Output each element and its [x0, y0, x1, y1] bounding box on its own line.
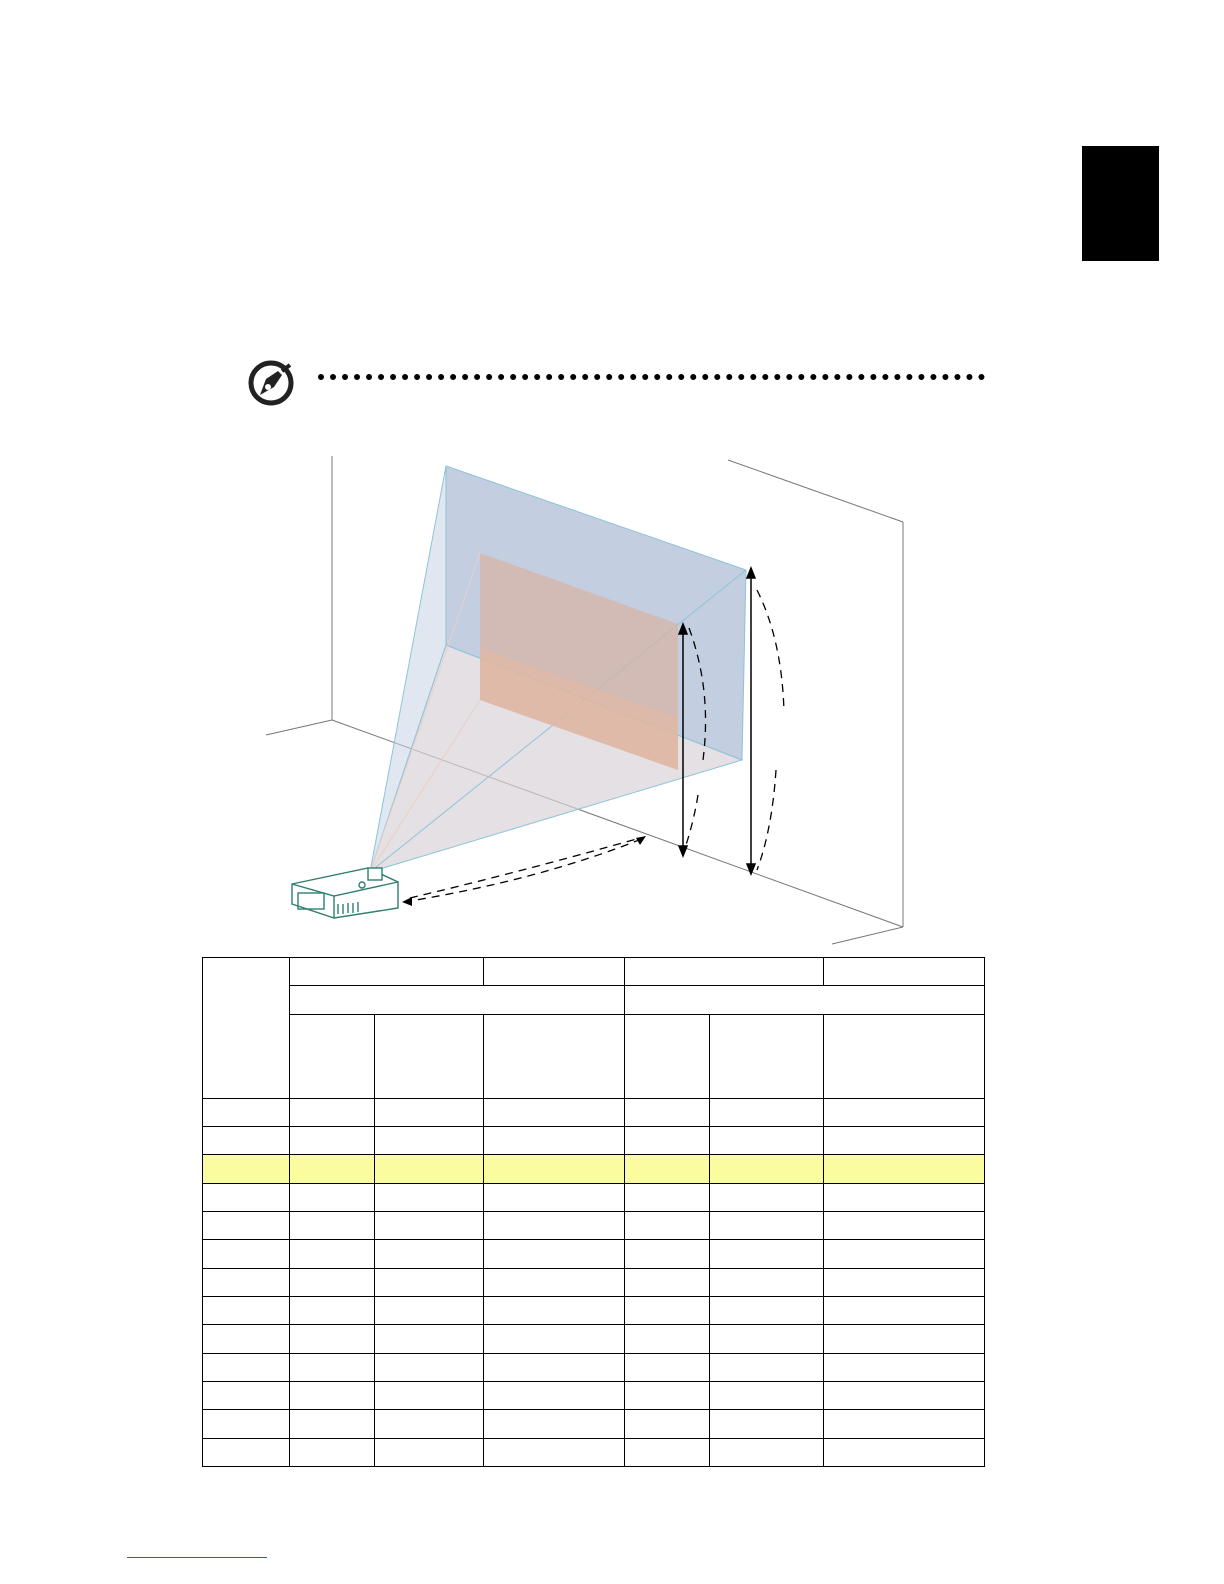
table-cell	[710, 1184, 824, 1212]
table-cell	[824, 1382, 985, 1410]
table-cell	[625, 1240, 710, 1269]
table-row	[203, 1269, 985, 1297]
table-cell	[625, 1297, 710, 1325]
table-header-cell	[203, 958, 290, 1099]
table-cell	[484, 1382, 625, 1410]
chapter-side-tab	[1082, 146, 1159, 261]
table-cell	[710, 1325, 824, 1354]
table-row	[203, 1127, 985, 1155]
table-row	[203, 1240, 985, 1269]
table-cell	[484, 1410, 625, 1439]
table-cell	[710, 1382, 824, 1410]
table-cell	[824, 1354, 985, 1382]
table-cell	[484, 1297, 625, 1325]
table-cell	[824, 1410, 985, 1439]
table-cell	[824, 1439, 985, 1467]
table-cell	[290, 1184, 375, 1212]
table-header-cell	[710, 1015, 824, 1099]
table-cell	[625, 1382, 710, 1410]
table-cell	[824, 1325, 985, 1354]
table-cell	[203, 1155, 290, 1184]
table-cell	[290, 1297, 375, 1325]
max-projection-cone	[370, 466, 746, 872]
table-header-cell	[625, 958, 824, 986]
table-cell	[710, 1099, 824, 1127]
table-row	[203, 1184, 985, 1212]
table-cell	[375, 1212, 484, 1240]
table-cell	[484, 1127, 625, 1155]
table-cell	[375, 1354, 484, 1382]
table-cell	[375, 1439, 484, 1467]
table-cell	[484, 1269, 625, 1297]
table-cell	[710, 1155, 824, 1184]
table-cell	[710, 1240, 824, 1269]
table-cell	[625, 1269, 710, 1297]
projector-device	[292, 868, 398, 918]
table-cell	[375, 1127, 484, 1155]
table-cell	[824, 1127, 985, 1155]
table-cell	[290, 1155, 375, 1184]
projection-distance-table	[202, 957, 985, 1467]
table-cell	[203, 1240, 290, 1269]
table-header-row-1	[203, 958, 985, 986]
table-header-cell	[824, 958, 985, 986]
table-header-cell	[824, 1015, 985, 1099]
table-cell	[290, 1127, 375, 1155]
table-cell	[203, 1410, 290, 1439]
table-cell	[203, 1297, 290, 1325]
table-cell	[290, 1382, 375, 1410]
table-row-highlighted	[203, 1155, 985, 1184]
table-row	[203, 1325, 985, 1354]
table-cell	[290, 1099, 375, 1127]
table-cell	[625, 1184, 710, 1212]
table-cell	[625, 1354, 710, 1382]
table-cell	[290, 1325, 375, 1354]
table-cell	[710, 1212, 824, 1240]
table-header-row-3	[203, 1015, 985, 1099]
table-header-cell	[290, 986, 625, 1015]
table-cell	[290, 1439, 375, 1467]
table-row	[203, 1354, 985, 1382]
table-header-cell	[625, 986, 985, 1015]
table-cell	[484, 1212, 625, 1240]
table-cell	[375, 1410, 484, 1439]
table-cell	[375, 1325, 484, 1354]
table-cell	[710, 1297, 824, 1325]
table-cell	[625, 1410, 710, 1439]
table-cell	[375, 1269, 484, 1297]
table-cell	[375, 1099, 484, 1127]
table-cell	[625, 1439, 710, 1467]
dashed-distance-arcs	[404, 590, 784, 902]
note-pen-icon	[246, 357, 304, 409]
table-header-row-2	[203, 986, 985, 1015]
table-cell	[203, 1439, 290, 1467]
table-cell	[203, 1099, 290, 1127]
table-cell	[375, 1382, 484, 1410]
table-cell	[290, 1354, 375, 1382]
footer-link-underline[interactable]	[127, 1557, 267, 1558]
table-cell	[375, 1297, 484, 1325]
table-cell	[203, 1354, 290, 1382]
table-row	[203, 1099, 985, 1127]
min-projection-screen	[370, 553, 678, 872]
table-cell	[710, 1410, 824, 1439]
table-cell	[625, 1325, 710, 1354]
table-cell	[290, 1269, 375, 1297]
table-cell	[484, 1354, 625, 1382]
table-cell	[824, 1269, 985, 1297]
table-header-cell	[290, 958, 484, 986]
table-cell	[203, 1325, 290, 1354]
table-cell	[625, 1099, 710, 1127]
table-cell	[203, 1382, 290, 1410]
table-cell	[824, 1212, 985, 1240]
table-cell	[824, 1297, 985, 1325]
height-arrows	[679, 568, 755, 874]
room-wall-lines	[266, 456, 903, 944]
table-cell	[484, 1439, 625, 1467]
table-cell	[484, 1325, 625, 1354]
table-cell	[203, 1212, 290, 1240]
table-header-cell	[375, 1015, 484, 1099]
table-cell	[375, 1155, 484, 1184]
table-cell	[290, 1410, 375, 1439]
table-cell	[625, 1212, 710, 1240]
table-cell	[824, 1240, 985, 1269]
table-cell	[824, 1155, 985, 1184]
note-dotted-rule	[318, 374, 985, 380]
table-cell	[710, 1127, 824, 1155]
table-cell	[484, 1099, 625, 1127]
table-cell	[484, 1240, 625, 1269]
table-cell	[484, 1155, 625, 1184]
table-header-cell	[484, 958, 625, 986]
table-row	[203, 1382, 985, 1410]
table-cell	[290, 1212, 375, 1240]
table-cell	[484, 1184, 625, 1212]
table-header-cell	[290, 1015, 375, 1099]
table-cell	[375, 1184, 484, 1212]
table-cell	[710, 1439, 824, 1467]
table-cell	[290, 1240, 375, 1269]
table-cell	[824, 1184, 985, 1212]
table-row	[203, 1410, 985, 1439]
table-cell	[710, 1354, 824, 1382]
table-row	[203, 1297, 985, 1325]
table-header-cell	[625, 1015, 710, 1099]
table-cell	[203, 1127, 290, 1155]
table-row	[203, 1212, 985, 1240]
table-cell	[710, 1269, 824, 1297]
table-cell	[203, 1269, 290, 1297]
table-row	[203, 1439, 985, 1467]
table-header-cell	[484, 1015, 625, 1099]
table-cell	[375, 1240, 484, 1269]
table-cell	[625, 1127, 710, 1155]
table-cell	[625, 1155, 710, 1184]
table-cell	[203, 1184, 290, 1212]
table-cell	[824, 1099, 985, 1127]
